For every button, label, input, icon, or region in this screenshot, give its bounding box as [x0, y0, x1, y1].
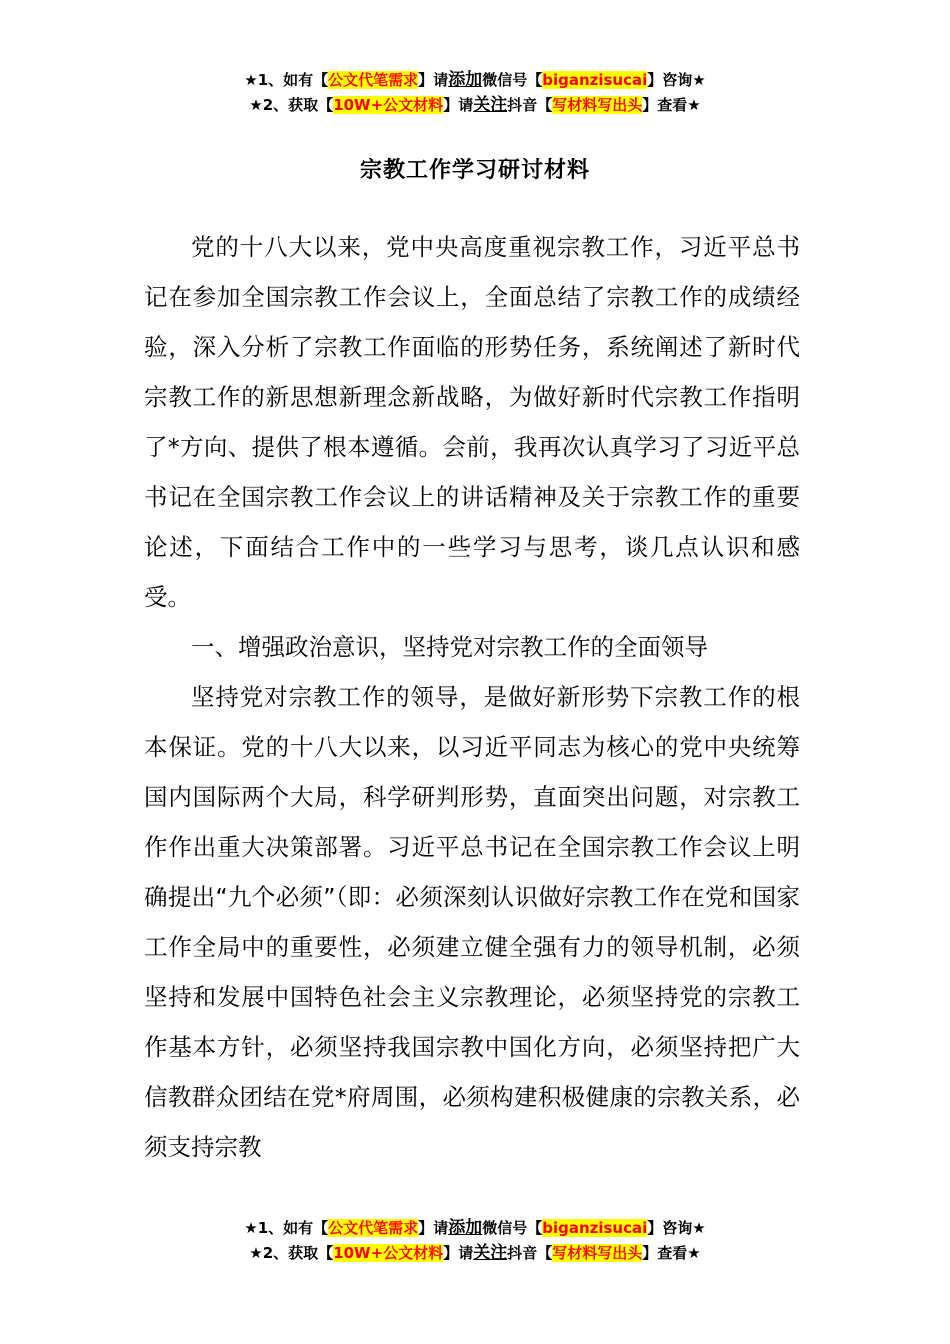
promo-text: 微信号【 [482, 71, 543, 89]
promo-text: 】请 [443, 96, 474, 114]
promo-line-2 [0, 1241, 950, 1266]
promo-text: 】查看★ [642, 1244, 701, 1262]
promo-douyin-id: 写材料写出头 [552, 96, 643, 114]
promo-text: 微信号【 [482, 1219, 543, 1237]
promo-wechat-id: biganzisucai [542, 1219, 648, 1237]
promo-text: 】咨询★ [647, 71, 706, 89]
promo-text: 抖音【 [507, 96, 553, 114]
section-heading: 一、增强政治意识，坚持党对宗教工作的全面领导 [191, 633, 708, 661]
promo-line-1 [0, 1216, 950, 1241]
promo-text: ★2、获取【 [249, 1244, 334, 1262]
promo-highlight: 公文代笔需求 [328, 1219, 419, 1237]
promo-header [0, 68, 950, 118]
promo-text: 】查看★ [642, 96, 701, 114]
promo-footer [0, 1216, 950, 1266]
promo-text: 抖音【 [507, 1244, 553, 1262]
promo-wechat-id: biganzisucai [542, 71, 648, 89]
promo-text: 】请 [418, 1219, 449, 1237]
promo-text: 】请 [443, 1244, 474, 1262]
paragraph-section-1: 坚持党对宗教工作的领导，是做好新形势下宗教工作的根本保证。党的十八大以来，以习近平同志为核心的党中央统筹国内国际两个大局，科学研判形势，直面突出问题，对宗教工作作出重大决策部署。习近平总书记在全国宗教工作会议上明确提出“九个必须”（即：必须深刻认识做好宗教工作在党和国家工作全局中的重要性，必须建立健全强有力的领导机制，必须坚持和发展中国特色社会主义宗教理论，必须坚持党的宗教工作基本方针，必须坚持我国宗教中国化方向，必须坚持把广大信教群众团结在党*府周围，必须构建积极健康的宗教关系，必须支持宗教 [144, 683, 800, 1161]
promo-douyin-id: 写材料写出头 [552, 1244, 643, 1262]
promo-emphasis: 关注 [473, 95, 508, 115]
promo-line-2 [0, 93, 950, 118]
promo-line-1 [0, 68, 950, 93]
promo-emphasis: 添加 [448, 1218, 483, 1238]
document-title: 宗教工作学习研讨材料 [359, 158, 590, 183]
promo-text: 】请 [418, 71, 449, 89]
promo-text: ★1、如有【 [244, 1219, 329, 1237]
paragraph-intro: 党的十八大以来，党中央高度重视宗教工作，习近平总书记在参加全国宗教工作会议上，全面总结了宗教工作的成绩经验，深入分析了宗教工作面临的形势任务，系统阐述了新时代宗教工作的新思想新理念新战略，为做好新时代宗教工作指明了*方向、提供了根本遵循。会前，我再次认真学习了习近平总书记在全国宗教工作会议上的讲话精神及关于宗教工作的重要论述，下面结合工作中的一些学习与思考，谈几点认识和感受。 [144, 233, 800, 611]
promo-text: ★1、如有【 [244, 71, 329, 89]
promo-highlight: 公文代笔需求 [328, 71, 419, 89]
promo-highlight: 10W+公文材料 [333, 1244, 444, 1262]
promo-highlight: 10W+公文材料 [333, 96, 444, 114]
promo-text: 】咨询★ [647, 1219, 706, 1237]
promo-emphasis: 关注 [473, 1243, 508, 1263]
document-body [144, 222, 800, 1172]
promo-text: ★2、获取【 [249, 96, 334, 114]
promo-emphasis: 添加 [448, 70, 483, 90]
